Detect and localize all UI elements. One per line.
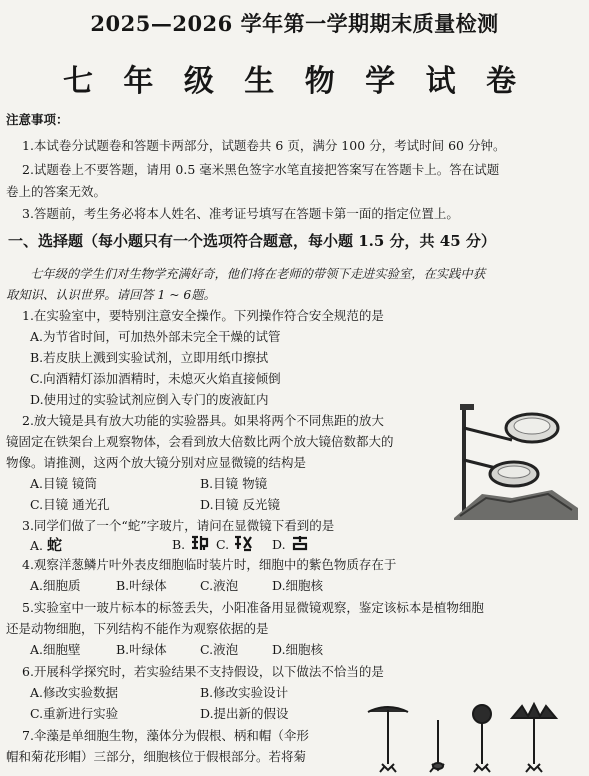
question-2-option-a: A.目镜 镜筒 [30,476,97,491]
question-2-stem-2: 镜固定在铁架台上观察物体，会看到放大倍数比两个放大镜倍数都大的 [6,434,394,449]
section-intro-1: 七年级的学生们对生物学充满好奇，他们将在老师的带领下走进实验室，在实践中获 [30,267,485,281]
question-5-option-d: D.细胞核 [272,642,324,657]
notice-item-1: 1.本试卷分试题卷和答题卡两部分，试题卷共 6 页，满分 100 分，考试时间 60 分钟。 [22,138,506,153]
question-6-stem: 6.开展科学探究时，若实验结果不支持假设，以下做法不恰当的是 [22,664,384,679]
question-4-option-a: A.细胞质 [30,578,81,593]
notice-heading: 注意事项： [6,112,69,127]
question-7-stem-2: 帽和菊花形帽）三部分，细胞核位于假根部分。若将菊 [6,749,307,764]
rotated-she-glyph-icon [290,534,310,552]
question-3-option-b-label: B. [172,537,186,552]
notice-item-2: 2.试题卷上不要答题，请用 0.5 毫米黑色签字水笔直接把答案写在答题卡上。答在试题 [22,162,500,177]
question-1-option-b: B.若皮肤上溅到实验试剂，立即用纸巾擦拭 [30,350,269,365]
question-4-option-c: C.液泡 [200,578,239,593]
exam-header-title: 2025—2026 学年第一学期期末质量检测 [90,11,499,36]
question-3-option-d-label: D. [272,537,286,552]
question-2-option-c: C.目镜 通光孔 [30,497,110,512]
question-5-stem-1: 5.实验室中一玻片标本的标签丢失，小阳准备用显微镜观察，鉴定该标本是植物细胞 [22,600,484,615]
question-1-option-a: A.为节省时间，可加热外部未完全干燥的试管 [30,329,281,344]
question-6-option-c: C.重新进行实验 [30,706,119,721]
question-1-stem: 1.在实验室中，要特别注意安全操作。下列操作符合安全规范的是 [22,308,384,323]
mirrored-she-glyph-icon [189,534,209,552]
question-6-option-a: A.修改实验数据 [30,685,119,700]
question-1-option-d: D.使用过的实验试剂应倒入专门的废液缸内 [30,392,269,407]
inverted-she-glyph-icon [233,534,253,552]
question-3-option-a [30,534,62,555]
magnifier-stand-illustration [452,398,580,520]
question-2-option-d: D.目镜 反光镜 [200,497,281,512]
question-7-stem-1: 7.伞藻是单细胞生物，藻体分为假根、柄和帽（伞形 [22,728,309,743]
notice-item-3: 3.答题前，考生务必将本人姓名、准考证号填写在答题卡第一面的指定位置上。 [22,206,459,221]
question-3-option-a-label: A. [30,538,44,553]
question-3-stem: 3.同学们做了一个“蛇”字玻片，请问在显微镜下看到的是 [22,518,335,533]
question-6-option-b: B.修改实验设计 [200,685,289,700]
question-6-option-d: D.提出新的假设 [200,706,289,721]
question-2-option-b: B.目镜 物镜 [200,476,268,491]
notice-item-2-cont: 卷上的答案无效。 [6,184,107,199]
question-4-option-b: B.叶绿体 [116,578,167,593]
question-3-option-a-glyph: 蛇 [47,536,63,554]
question-2-stem-3: 物像。请推测，这两个放大镜分别对应显微镜的结构是 [6,455,307,470]
question-5-option-a: A.细胞壁 [30,642,81,657]
question-5-option-b: B.叶绿体 [116,642,167,657]
question-5-stem-2: 还是动物细胞，下列结构不能作为观察依据的是 [6,621,269,636]
section-intro-2: 取知识、认识世界。请回答 1 ~ 6题。 [6,288,216,302]
acetabularia-illustration [360,700,582,776]
exam-subtitle: 七 年 级 生 物 学 试 卷 [62,64,527,99]
question-3-option-c-label: C. [216,537,230,552]
question-4-stem: 4.观察洋葱鳞片叶外表皮细胞临时装片时，细胞中的紫色物质存在于 [22,557,397,572]
section-title: 一、选择题（每小题只有一个选项符合题意，每小题 1.5 分，共 45 分） [8,232,496,250]
question-1-option-c: C.向酒精灯添加酒精时，未熄灭火焰直接倾倒 [30,371,281,386]
question-3-option-c [216,534,253,552]
question-4-option-d: D.细胞核 [272,578,324,593]
question-5-option-c: C.液泡 [200,642,239,657]
question-3-option-d [272,534,310,552]
question-3-option-b [172,534,209,552]
question-2-stem-1: 2.放大镜是具有放大功能的实验器具。如果将两个不同焦距的放大 [22,413,384,428]
